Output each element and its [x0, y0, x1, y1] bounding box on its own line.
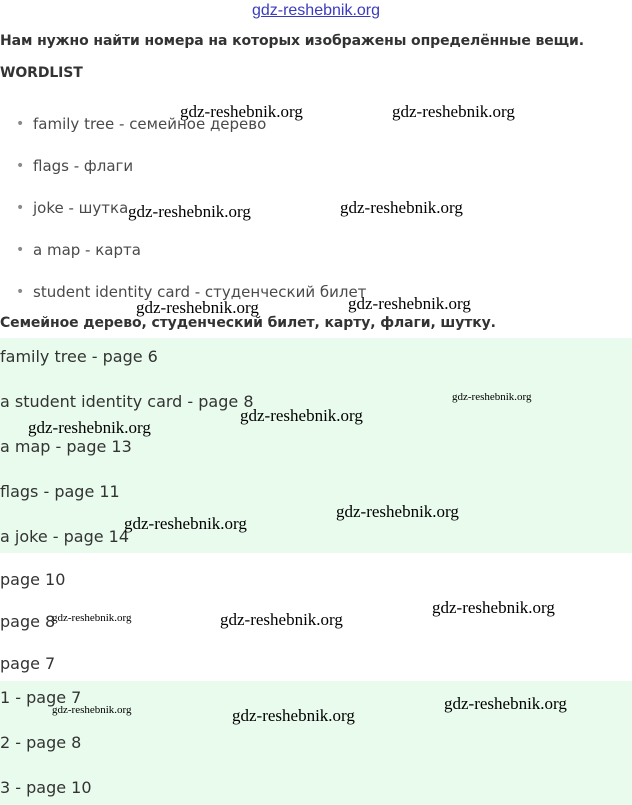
answer-line: a joke - page 14	[0, 527, 130, 546]
watermark: gdz-reshebnik.org	[28, 418, 151, 437]
watermark: gdz-reshebnik.org	[124, 514, 247, 533]
watermark: gdz-reshebnik.org	[232, 706, 355, 725]
list-item	[16, 238, 366, 280]
watermark: gdz-reshebnik.org	[128, 202, 251, 221]
watermark: gdz-reshebnik.org	[444, 694, 567, 713]
answer-line: 1 - page 7	[0, 688, 82, 707]
watermark: gdz-reshebnik.org	[220, 610, 343, 629]
bullet-icon: •	[16, 158, 25, 174]
bullet-icon: •	[16, 284, 25, 300]
watermark: gdz-reshebnik.org	[180, 102, 303, 121]
answer-line: flags - page 11	[0, 482, 120, 501]
list-item-text: joke - шутка	[33, 199, 129, 217]
bullet-icon: •	[16, 116, 25, 132]
list-item-text: family tree - семейное дерево	[33, 115, 267, 133]
bullet-icon: •	[16, 200, 25, 216]
watermark: gdz-reshebnik.org	[452, 391, 532, 403]
answer-line: page 7	[0, 654, 56, 673]
answer-line: page 10	[0, 570, 66, 589]
answer-heading: Семейное дерево, студенческий билет, карту, флаги, шутку.	[0, 315, 496, 331]
bullet-icon: •	[16, 242, 25, 258]
list-item-text: student identity card - студенческий билет	[33, 283, 367, 301]
watermark: gdz-reshebnik.org	[348, 294, 471, 313]
list-item-text: flags - флаги	[33, 157, 134, 175]
watermark: gdz-reshebnik.org	[432, 598, 555, 617]
answer-line: a map - page 13	[0, 437, 132, 456]
list-item	[16, 154, 366, 196]
watermark: gdz-reshebnik.org	[336, 502, 459, 521]
watermark: gdz-reshebnik.org	[52, 704, 132, 716]
watermark: gdz-reshebnik.org	[392, 102, 515, 121]
site-link[interactable]: gdz-reshebnik.org	[251, 2, 381, 19]
answer-line: 2 - page 8	[0, 733, 82, 752]
answer-line: 3 - page 10	[0, 778, 92, 797]
answer-line: family tree - page 6	[0, 347, 158, 366]
task-description: Нам нужно найти номера на которых изображены определённые вещи.	[0, 33, 584, 49]
watermark: gdz-reshebnik.org	[240, 406, 363, 425]
wordlist-title: WORDLIST	[0, 65, 83, 81]
answer-line: page 8	[0, 612, 56, 631]
watermark: gdz-reshebnik.org	[340, 198, 463, 217]
list-item-text: a map - карта	[33, 241, 141, 259]
watermark: gdz-reshebnik.org	[136, 298, 259, 317]
answer-line: a student identity card - page 8	[0, 392, 254, 411]
watermark: gdz-reshebnik.org	[52, 612, 132, 624]
